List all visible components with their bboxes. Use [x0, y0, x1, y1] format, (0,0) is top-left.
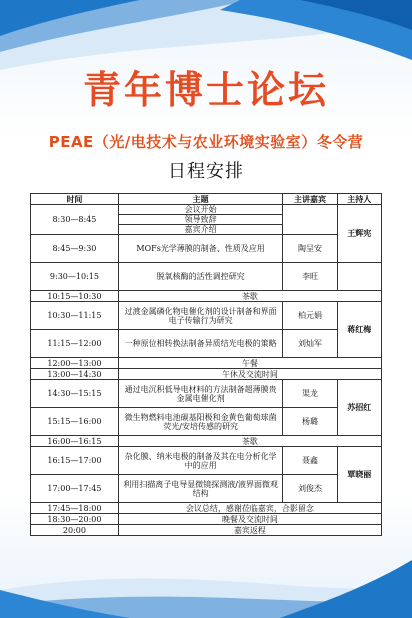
speaker-cell — [283, 205, 337, 235]
time-cell: 11:15—12:00 — [31, 330, 119, 358]
time-cell: 20:00 — [31, 525, 119, 536]
time-cell: 17:00—17:45 — [31, 475, 119, 503]
table-row — [31, 291, 382, 302]
table-row — [31, 447, 382, 475]
time-cell: 13:00—14:30 — [31, 369, 119, 380]
topic-cell: 午休及交流时间 — [118, 369, 381, 380]
topic-cell: 会议开始 — [118, 205, 282, 215]
topic-cell: 嘉宾介绍 — [118, 225, 282, 235]
time-cell: 15:15—16:00 — [31, 408, 119, 436]
topic-cell: 利用扫描离子电导显微镜探测液/液界面微观结构 — [118, 475, 282, 503]
table-header-row — [31, 194, 382, 205]
topic-cell: 嘉宾返程 — [118, 525, 381, 536]
time-cell: 12:00—13:00 — [31, 358, 119, 369]
time-cell: 10:30—11:15 — [31, 302, 119, 330]
table-row — [31, 408, 382, 436]
host-cell: 王辉宪 — [337, 205, 381, 263]
table-row — [31, 475, 382, 503]
topic-cell: MOFs光学薄膜的制备、性质及应用 — [118, 235, 282, 263]
header-host: 主持人 — [337, 194, 381, 205]
schedule-heading: 日程安排 — [168, 161, 244, 182]
topic-cell: 会议总结，感谢莅临嘉宾，合影留念 — [118, 503, 381, 514]
forum-subtitle: PEAE（光/电技术与农业环境实验室）冬令营 — [48, 133, 364, 151]
topic-cell: 茶歇 — [118, 291, 381, 302]
table-row — [31, 436, 382, 447]
table-row — [31, 369, 382, 380]
topic-cell: 微生物燃料电池碳基阳极和金黄色葡萄球菌荧光/安培传感的研究 — [118, 408, 282, 436]
table-row — [31, 503, 382, 514]
table-row — [31, 302, 382, 330]
table-row — [31, 525, 382, 536]
speaker-cell: 刘俊杰 — [283, 475, 337, 503]
speaker-cell: 渠龙 — [283, 380, 337, 408]
time-cell: 16:15—17:00 — [31, 447, 119, 475]
time-cell: 16:00—16:15 — [31, 436, 119, 447]
header-time: 时间 — [31, 194, 119, 205]
time-cell: 9:30—10:15 — [31, 263, 119, 291]
topic-cell: 一种原位相转换法制备异质结光电极的策略 — [118, 330, 282, 358]
table-row — [31, 205, 382, 215]
host-cell: 蒋红梅 — [337, 302, 381, 358]
time-cell: 17:45—18:00 — [31, 503, 119, 514]
topic-cell: 领导致辞 — [118, 215, 282, 225]
topic-cell: 杂化膜、纳米电极的制备及其在电分析化学中的应用 — [118, 447, 282, 475]
schedule-table — [30, 193, 382, 536]
time-cell: 18:30—20:00 — [31, 514, 119, 525]
forum-title: 青年博士论坛 — [82, 67, 329, 112]
speaker-cell: 柏元娟 — [283, 302, 337, 330]
speaker-cell: 刘灿军 — [283, 330, 337, 358]
time-cell: 14:30—15:15 — [31, 380, 119, 408]
host-cell-empty — [337, 263, 381, 291]
table-row — [31, 514, 382, 525]
table-row — [31, 358, 382, 369]
topic-cell: 过渡金属磷化物电催化剂的设计制备和界面电子传输行为研究 — [118, 302, 282, 330]
table-row — [31, 235, 382, 263]
topic-cell: 脱氧核酶的活性调控研究 — [118, 263, 282, 291]
host-cell: 覃晓丽 — [337, 447, 381, 503]
header-speaker: 主讲嘉宾 — [283, 194, 337, 205]
topic-cell: 晚餐及交流时间 — [118, 514, 381, 525]
host-cell: 苏招红 — [337, 380, 381, 436]
time-cell: 8:45—9:30 — [31, 235, 119, 263]
topic-cell: 通过电沉积低导电材料的方法制备超薄膜贵金属电催化剂 — [118, 380, 282, 408]
speaker-cell: 陶呈安 — [283, 235, 337, 263]
speaker-cell: 聂鑫 — [283, 447, 337, 475]
time-cell: 10:15—10:30 — [31, 291, 119, 302]
time-cell: 8:30—8:45 — [31, 205, 119, 235]
header-topic: 主题 — [118, 194, 282, 205]
table-row — [31, 380, 382, 408]
table-row — [31, 330, 382, 358]
table-row — [31, 263, 382, 291]
speaker-cell: 李旺 — [283, 263, 337, 291]
topic-cell: 午餐 — [118, 358, 381, 369]
topic-cell: 茶歇 — [118, 436, 381, 447]
speaker-cell: 杨璐 — [283, 408, 337, 436]
